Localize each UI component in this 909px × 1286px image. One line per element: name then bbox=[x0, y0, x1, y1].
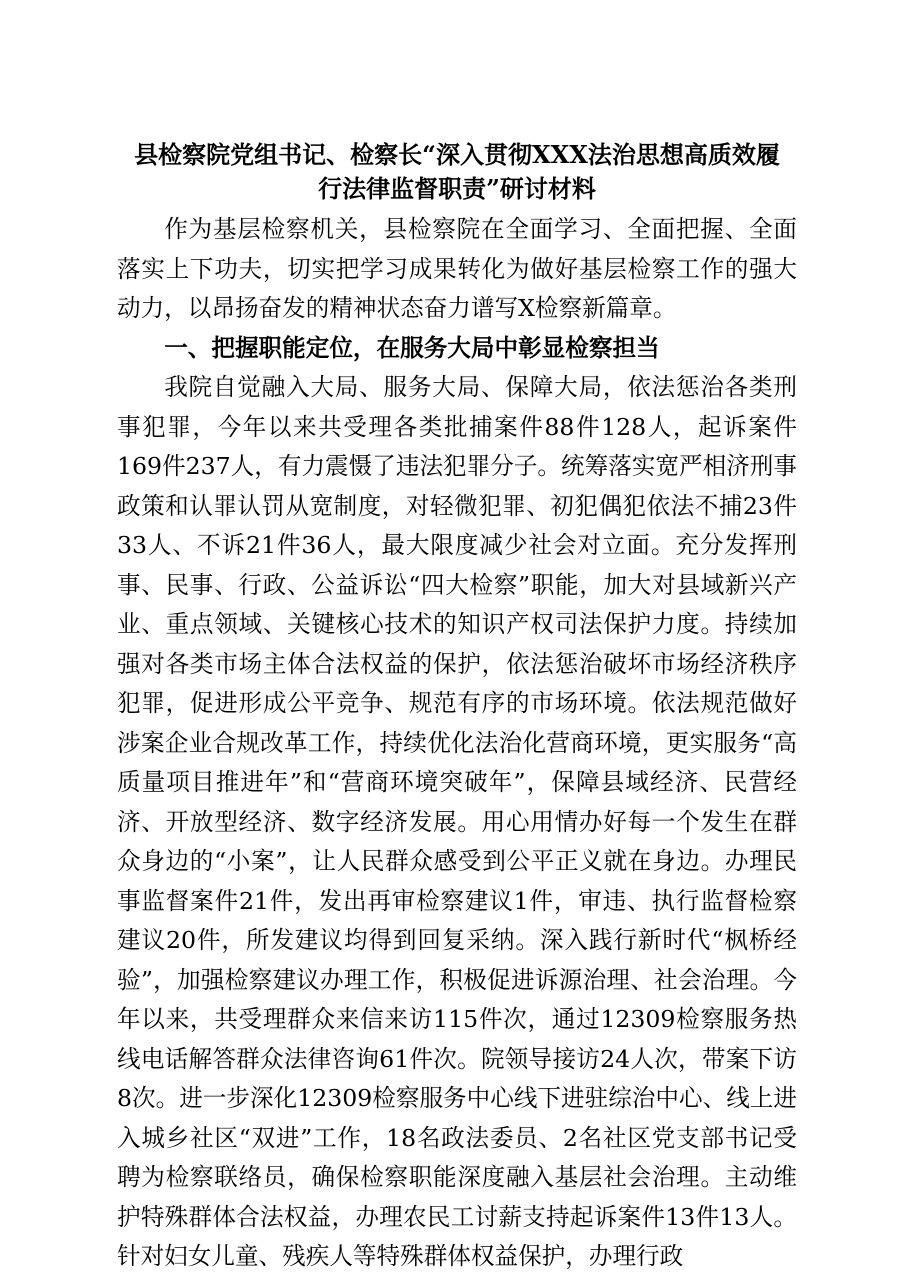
document-title bbox=[117, 138, 797, 206]
title-line-1: 县检察院党组书记、检察长“深入贯彻XXX法治思想高质效履 bbox=[134, 140, 780, 169]
title-line-2: 行法律监督职责”研讨材料 bbox=[318, 174, 596, 203]
intro-paragraph: 作为基层检察机关，县检察院在全面学习、全面把握、全面落实上下功夫，切实把学习成果转化为做好基层检察工作的强大动力，以昂扬奋发的精神状态奋力谱写X检察新篇章。 bbox=[117, 215, 797, 322]
document-page bbox=[117, 138, 797, 1277]
section-heading: 一、把握职能定位，在服务大局中彰显检察担当 bbox=[164, 333, 660, 362]
body-paragraph: 我院自觉融入大局、服务大局、保障大局，依法惩治各类刑事犯罪，今年以来共受理各类批捕案件88件128人，起诉案件169件237人，有力震慑了违法犯罪分子。统筹落实宽严相济刑事政策和认罪认罚从宽制度，对轻微犯罪、初犯偶犯依法不捕23件33人、不诉21件36人，最大限度减少社会对立面。充分发挥刑事、民事、行政、公益诉讼“四大检察”职能，加大对县域新兴产业、重点领域、关键核心技术的知识产权司法保护力度。持续加强对各类市场主体合法权益的保护，依法惩治破坏市场经济秩序犯罪，促进形成公平竞争、规范有序的市场环境。依法规范做好涉案企业合规改革工作，持续优化法治化营商环境，更实服务“高质量项目推进年”和“营商环境突破年”，保障县域经济、民营经济、开放型经济、数字经济发展。用心用情办好每一个发生在群众身边的“小案”，让人民群众感受到公平正义就在身边。办理民事监督案件21件，发出再审检察建议1件，审违、执行监督检察建议20件，所发建议均得到回复采纳。深入践行新时代“枫桥经验”，加强检察建议办理工作，积极促进诉源治理、社会治理。今年以来，共受理群众来信来访115件次，通过12309检察服务热线电话解答群众法律咨询61件次。院领导接访24人次，带案下访8次。进一步深化12309检察服务中心线下进驻综治中心、线上进入城乡社区“双进”工作，18名政法委员、2名社区党支部书记受聘为检察联络员，确保检察职能深度融入基层社会治理。主动维护特殊群体合法权益，办理农民工讨薪支持起诉案件13件13人。针对妇女儿童、残疾人等特殊群体权益保护，办理行政 bbox=[117, 373, 797, 1270]
